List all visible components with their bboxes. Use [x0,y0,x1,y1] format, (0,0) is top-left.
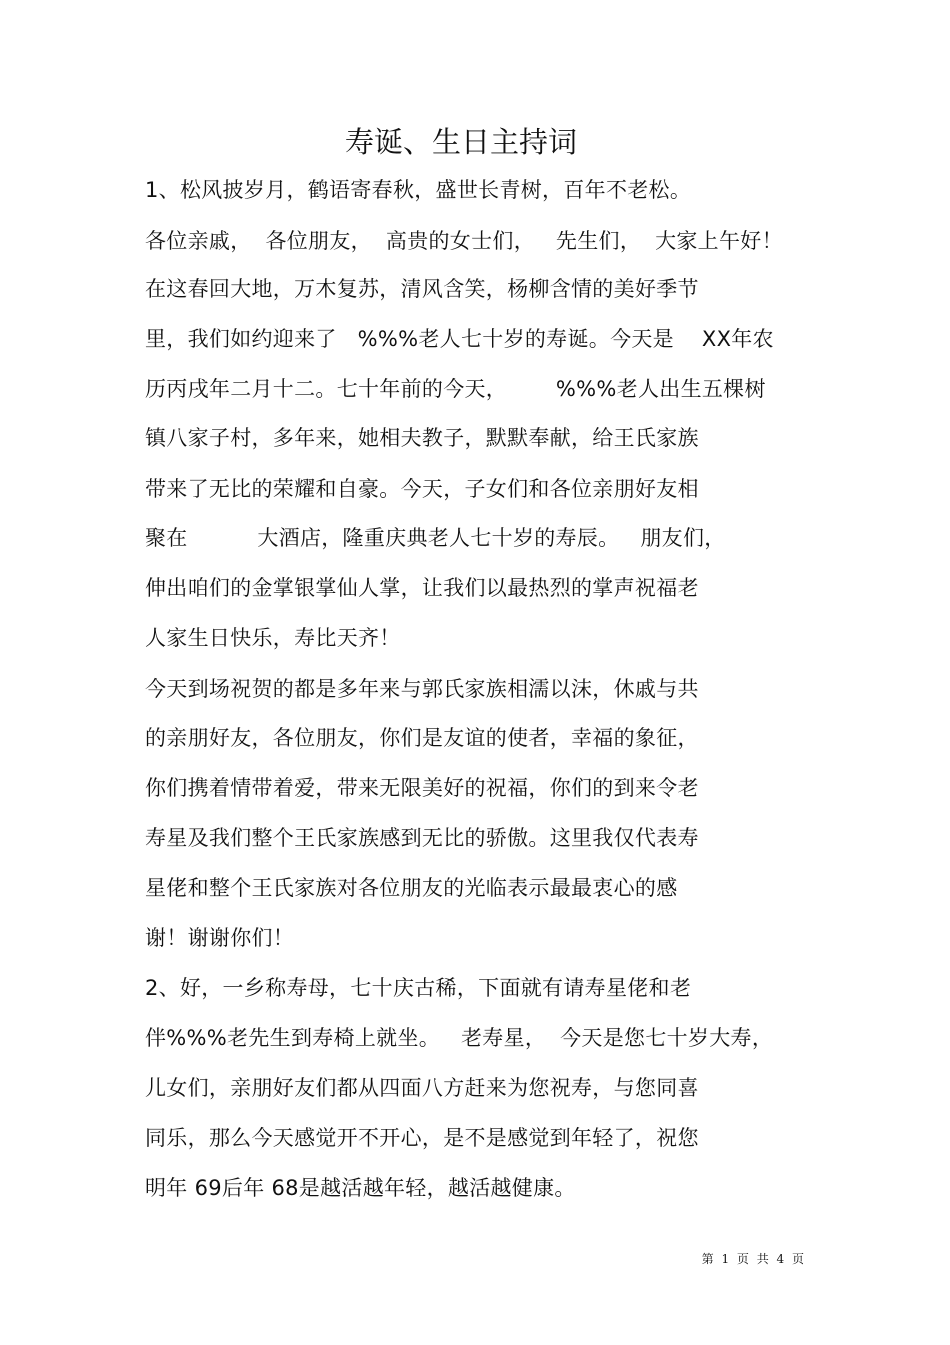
paragraph-line: 明年 69后年 68是越活越年轻，越活越健康。 [145,1176,576,1200]
paragraph-line: 星佬和整个王氏家族对各位朋友的光临表示最最衷心的感 [145,876,678,900]
paragraph-line: 儿女们，亲朋好友们都从四面八方赶来为您祝寿，与您同喜 [145,1076,699,1100]
paragraph-line: 人家生日快乐，寿比天齐！ [145,626,401,650]
paragraph-line: 1、松风披岁月，鹤语寄春秋，盛世长青树，百年不老松。 [145,178,692,202]
paragraph-line: 同乐，那么今天感觉开不开心，是不是感觉到年轻了，祝您 [145,1126,699,1150]
paragraph-line: 2、好，一乡称寿母，七十庆古稀，下面就有请寿星佬和老 [145,976,692,1000]
page-number-footer: 第 1 页 共 4 页 [701,1252,806,1266]
paragraph-line: 今天到场祝贺的都是多年来与郭氏家族相濡以沫，休戚与共 [145,677,699,701]
paragraph-line: 聚在 大酒店，隆重庆典老人七十岁的寿辰。 朋友们， [145,526,726,550]
paragraph-line: 寿星及我们整个王氏家族感到无比的骄傲。这里我仅代表寿 [145,826,699,850]
paragraph-line: 镇八家子村，多年来，她相夫教子，默默奉献，给王氏家族 [145,426,699,450]
paragraph-line: 在这春回大地，万木复苏，清风含笑，杨柳含情的美好季节 [145,277,699,301]
paragraph-line: 的亲朋好友，各位朋友，你们是友谊的使者，幸福的象征， [145,726,699,750]
paragraph-line: 带来了无比的荣耀和自豪。今天，子女们和各位亲朋好友相 [145,477,699,501]
paragraph-line: 各位亲戚， 各位朋友， 高贵的女士们， 先生们， 大家上午好！ [145,229,783,253]
paragraph-line: 你们携着情带着爱，带来无限美好的祝福，你们的到来令老 [145,776,699,800]
paragraph-line: 历丙戌年二月十二。七十年前的今天， %%%老人出生五棵树 [145,377,766,401]
paragraph-line: 谢！谢谢你们！ [145,926,295,950]
document-title: 寿诞、生日主持词 [344,125,577,159]
paragraph-line: 伴%%%老先生到寿椅上就坐。 老寿星， 今天是您七十岁大寿， [145,1026,774,1050]
paragraph-line: 里，我们如约迎来了 %%%老人七十岁的寿诞。今天是 XX年农 [145,327,774,351]
paragraph-line: 伸出咱们的金掌银掌仙人掌，让我们以最热烈的掌声祝福老 [145,576,699,600]
